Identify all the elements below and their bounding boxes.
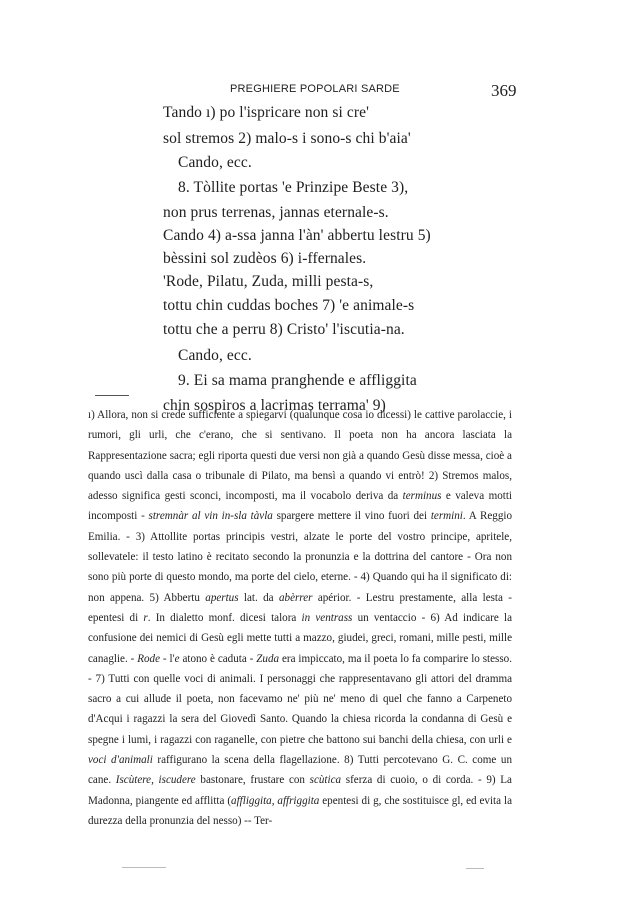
footnote-text: . In dialetto monf. dicesi talora xyxy=(147,611,302,624)
footnote-italic: termini xyxy=(430,510,463,523)
footnote-italic: apertus xyxy=(205,591,239,604)
footnote-italic: e xyxy=(174,652,180,665)
footnote-text: spargere mettere il vino fuori dei xyxy=(272,510,431,523)
verse-line: Tando ı) po l'ispricare non si cre' xyxy=(163,104,369,121)
scan-mark xyxy=(466,868,484,869)
running-title: PREGHIERE POPOLARI SARDE xyxy=(230,83,400,95)
footnote-italic: voci d'animali xyxy=(88,754,153,767)
verse-line: 'Rode, Pilatu, Zuda, milli pesta-s, xyxy=(163,273,374,290)
footnote-text: un ventaccio - 6) Ad indicare la confusione dei nemici di Gesù egli mette tutti a mazzo, giudei, greci, romani, mille pesti, mille canaglie. - xyxy=(88,611,512,665)
footnote-text: era impiccato, ma il poeta lo fa comparire lo stesso. - 7) Tutti con quelle voci di animali. I personaggi che rappresentavano gli attori del dramma sacro a cui allude il poeta, non facevamo ne' più ne' meno di quel che fanno a Carpeneto d'Acqui i ragazzi la sera del Giovedì Santo. Quando la chiesa ricorda la condanna di Gesù e spegne i lumi, i ragazzi con raganelle, con pietre che battono sui banchi della chiesa, con urli e xyxy=(88,652,512,746)
verse-line: Cando 4) a-ssa janna l'àn' abbertu lestru 5) xyxy=(163,227,431,244)
footnote-italic: scùtica xyxy=(309,774,342,787)
footnotes-block xyxy=(88,405,512,831)
footnote-text: atono è caduta - xyxy=(179,652,257,665)
footnote-text: raffigurano la scena della flagellazione. 8) Tutti percotevano G. C. come un cane. xyxy=(88,754,512,787)
footnote-divider xyxy=(95,395,129,396)
footnote-italic: stremnàr al vin in-sla tàvla xyxy=(148,510,273,523)
verse-line: chin sospiros a lacrimas terrama' 9) xyxy=(163,397,386,414)
footnote-text: . A Reggio Emilia. - 3) Attollite portas principis vestri, alzate le porte del vostro principe, apritele, sollevatele: il testo latino è recitato secondo la pronunzia e la dottrina del cantore - Ora non sono più porte di questo mondo, ma porte del cielo, eterne. - 4) Quando qui ha il significato di: non appena. 5) Abbertu xyxy=(88,510,513,604)
footnote-text: epentesi di g, che sostituisce gl, ed evita la durezza della pronunzia del nesso) -- Ter- xyxy=(88,794,512,827)
footnote-text: bastonare, frustare con xyxy=(195,774,310,787)
footnote-text: - l' xyxy=(160,652,175,665)
footnote-italic: abèrrer xyxy=(278,591,313,604)
footnote-text: apérior. - Lestru prestamente, alla lesta - epentesi di xyxy=(88,591,512,624)
verse-line: bèssini sol zudèos 6) i-ffernales. xyxy=(163,250,367,267)
verse-line: non prus terrenas, jannas eternale-s. xyxy=(163,204,389,221)
verse-refrain: Cando, ecc. xyxy=(178,154,252,171)
verse-refrain: Cando, ecc. xyxy=(178,347,252,364)
verse-line: 9. Ei sa mama pranghende e affliggita xyxy=(178,372,417,389)
footnote-italic: Rode xyxy=(137,652,161,665)
footnote-text: e valeva motti incomposti - xyxy=(88,490,512,523)
page-number: 369 xyxy=(491,81,517,100)
footnote-text: ı) Allora, non si crede sufficiente a spiegarvi (qualunque cosa io dicessi) le cattive parolaccie, i rumori, gli urli, che c'erano, che si sentivano. Il poeta non ha ancora lasciata la Rappresentazione sacra; egli riporta questi due versi non già a quando Gesù disse messa, cioè a quando uscì dalla casa o tribunale di Pilato, ma bensì a quando vi entrò! 2) Stremos malos, adesso significa gesti sconci, incomposti, ma il vocabolo deriva da xyxy=(88,409,512,503)
footnote-text: sferza di cuoio, o di corda. - 9) La Madonna, piangente ed afflitta ( xyxy=(88,774,512,807)
footnote-italic: affliggita, affriggita xyxy=(231,794,320,807)
verse-line: tottu che a perru 8) Cristo' l'iscutia-na. xyxy=(163,321,405,338)
verse-line: tottu chin cuddas boches 7) 'e animale-s xyxy=(163,297,415,314)
scan-mark xyxy=(122,867,166,868)
footnote-italic: Zuda xyxy=(256,652,280,665)
footnote-italic: Iscùtere, iscudere xyxy=(115,774,196,787)
footnote-italic: r xyxy=(143,611,148,624)
verse-line: sol stremos 2) malo-s i sono-s chi b'aia' xyxy=(163,130,411,147)
footnote-text: lat. da xyxy=(238,591,279,604)
verse-line: 8. Tòllite portas 'e Prinzipe Beste 3), xyxy=(178,179,409,196)
footnote-italic: terminus xyxy=(402,490,442,503)
footnote-italic: in ventrass xyxy=(301,611,353,624)
